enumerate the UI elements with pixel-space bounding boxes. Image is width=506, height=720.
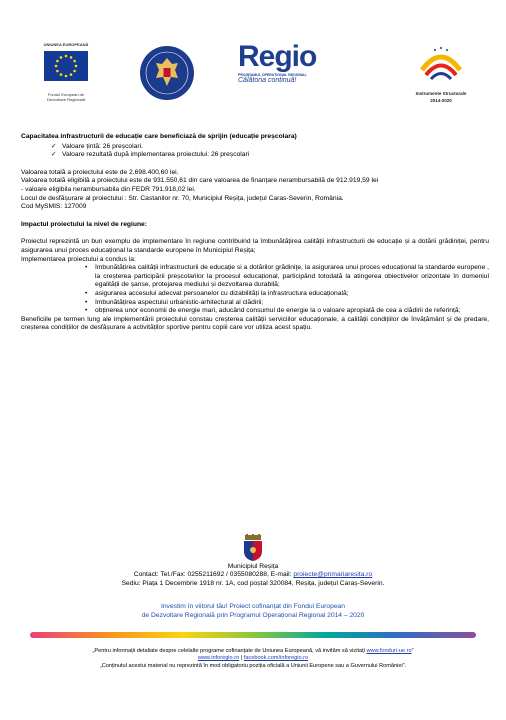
project-location: Locul de desfășurare al proiectului : Str. Castanilor nr. 70, Municipiul Reșița, județul Caras-Severin, România.: [21, 194, 344, 202]
city-coat-of-arms-icon: [241, 534, 265, 562]
municipality-name: Municipiul Reșița: [227, 563, 279, 570]
regio-slogan: Călătoria continuă!: [238, 77, 297, 84]
links-line: [0, 655, 506, 662]
checkmark-icon: ✓: [51, 151, 57, 159]
list-item-text: Valoare rezultată după implementarea proiectului: 26 preșcolari: [62, 151, 250, 159]
total-value: Valoarea totală a proiectului este de 2.698.400,60 lei.: [21, 168, 179, 176]
fonduri-link[interactable]: www.fonduri-ue.ro: [366, 648, 412, 654]
instruments-logo: [404, 42, 478, 103]
document-body: [21, 133, 489, 333]
info-text: ”: [411, 648, 414, 654]
email-link[interactable]: proiecte@primariaresita.ro: [293, 571, 373, 579]
section-title: Impactul proiectului la nivel de regiune:: [21, 220, 147, 228]
list-item-text: Valoare țintă: 26 preșcolari.: [62, 142, 143, 150]
contact-prefix: Contact: Tel./Fax: 0255211692 / 0355080288, E-mail:: [133, 571, 294, 579]
instruments-icon: [416, 42, 466, 84]
eligible-value: Valoarea totală eligibilă a proiectului este de 931.550,61 din care valoarea de finanțare nerambursabilă de 912.919,59 lei: [21, 177, 379, 185]
regio-program-tag: PROGRAMUL OPERAȚIONAL REGIONAL: [238, 73, 307, 77]
regio-brand: Regio: [238, 40, 317, 73]
contact-block: [0, 563, 506, 588]
contact-line: [0, 571, 506, 579]
info-block: [0, 648, 506, 670]
facebook-link[interactable]: facebook.com/inforegio.ro: [243, 655, 309, 662]
eu-flag-icon: [36, 47, 96, 87]
disclaimer: „Conținutul acestui material nu reprezintă în mod obligatoriu poziția oficială a Uniunii Europene sau a Guvernului României”.: [99, 662, 407, 669]
links-separator: |: [239, 655, 244, 662]
slogan-line: de Dezvoltare Regională prin Programul Operațional Regional 2014 – 2020: [141, 611, 365, 619]
list-item: • îmbunătățirea aspectului urbanistic-arhitectural al clădirii;: [85, 299, 489, 308]
eu-logo: [36, 42, 96, 102]
checkmark-icon: ✓: [51, 142, 57, 150]
regio-logo: [238, 42, 358, 84]
slogan-line: Investim în viitorul tău! Proiect cofinanțat din Fondul European: [160, 603, 345, 610]
impact-list: [85, 264, 489, 316]
instruments-caption: Instrumente Structurale: [415, 91, 467, 96]
header-logos: [20, 42, 486, 108]
slogan-block: [0, 603, 506, 620]
info-text: „Pentru informații detaliate despre celelalte programe cofinanțate de Uniunea Europeană, vă invităm să vizitați: [92, 648, 367, 654]
mysmis-code: Cod MySMIS: 127009: [21, 203, 87, 211]
eu-logo-subtitle: Dezvoltare Regională: [46, 97, 86, 102]
government-logo: [138, 44, 196, 107]
section-title: Capacitatea infrastructurii de educație care beneficiază de sprijin (educație preșcolara): [21, 133, 297, 140]
target-values-list: [51, 143, 489, 160]
government-crest-icon: [138, 44, 196, 102]
fedr-value: - valoare eligibila nerambursabila din FEDR 791.918,02 lei.: [21, 185, 196, 193]
inforegio-link[interactable]: www.inforegio.ro: [197, 655, 240, 662]
info-line: [0, 648, 506, 655]
list-item: [51, 143, 489, 152]
impact-lead: Implementarea proiectului a condus la:: [21, 255, 136, 263]
list-item: • îmbunătățirea calității infrastructurii de educație si a dotărilor grădiniţe, la asigurarea unui proces educațional la standarde europene , la creșterea participării preșcolarilor la procesul educațional, participând totodată la atingerea obiectivelor orizontale în domeniul egalității de șanse, protejarea mediului și dezvoltarea durabilă;: [85, 264, 489, 290]
benefits-paragraph: Beneficiile pe termen lung ale implementării proiectului constau creșterea calității serviciilor educaționale, a calității condițiilor de învățământ și de predare, creșterea condițiilor de desfășurare a activităților sportive pentru copiii care vor utiliza acest spațiu.: [21, 315, 489, 332]
impact-intro: Proiectul reprezintă un bun exemplu de implementare în regiune contribuind la îmbunătățirea calității infrastructurii de educație și a dotării grădiniței, pentru asigurarea unui proces educațional la standarde europene în Municipiul Reșița;: [21, 238, 489, 254]
list-item: • asigurarea accesului adecvat persoanelor cu dizabilități la infrastructura educațională;: [85, 290, 489, 299]
instruments-caption: 2014-2020: [430, 98, 452, 103]
eu-logo-subtitle: Fondul European de: [47, 92, 85, 97]
eu-logo-caption: UNIUNEA EUROPEANĂ: [43, 42, 89, 47]
list-item: [51, 151, 489, 160]
list-item: • obținerea unor economii de energie mari, aducând consumul de energie la o valoare apropiată de cea a clădirii de referință;: [85, 307, 489, 316]
address-line: Sediu: Piața 1 Decembrie 1918 nr. 1A, cod poștal 320084, Reșița, județul Caraș-Severin.: [121, 579, 385, 587]
color-band: [30, 632, 476, 638]
